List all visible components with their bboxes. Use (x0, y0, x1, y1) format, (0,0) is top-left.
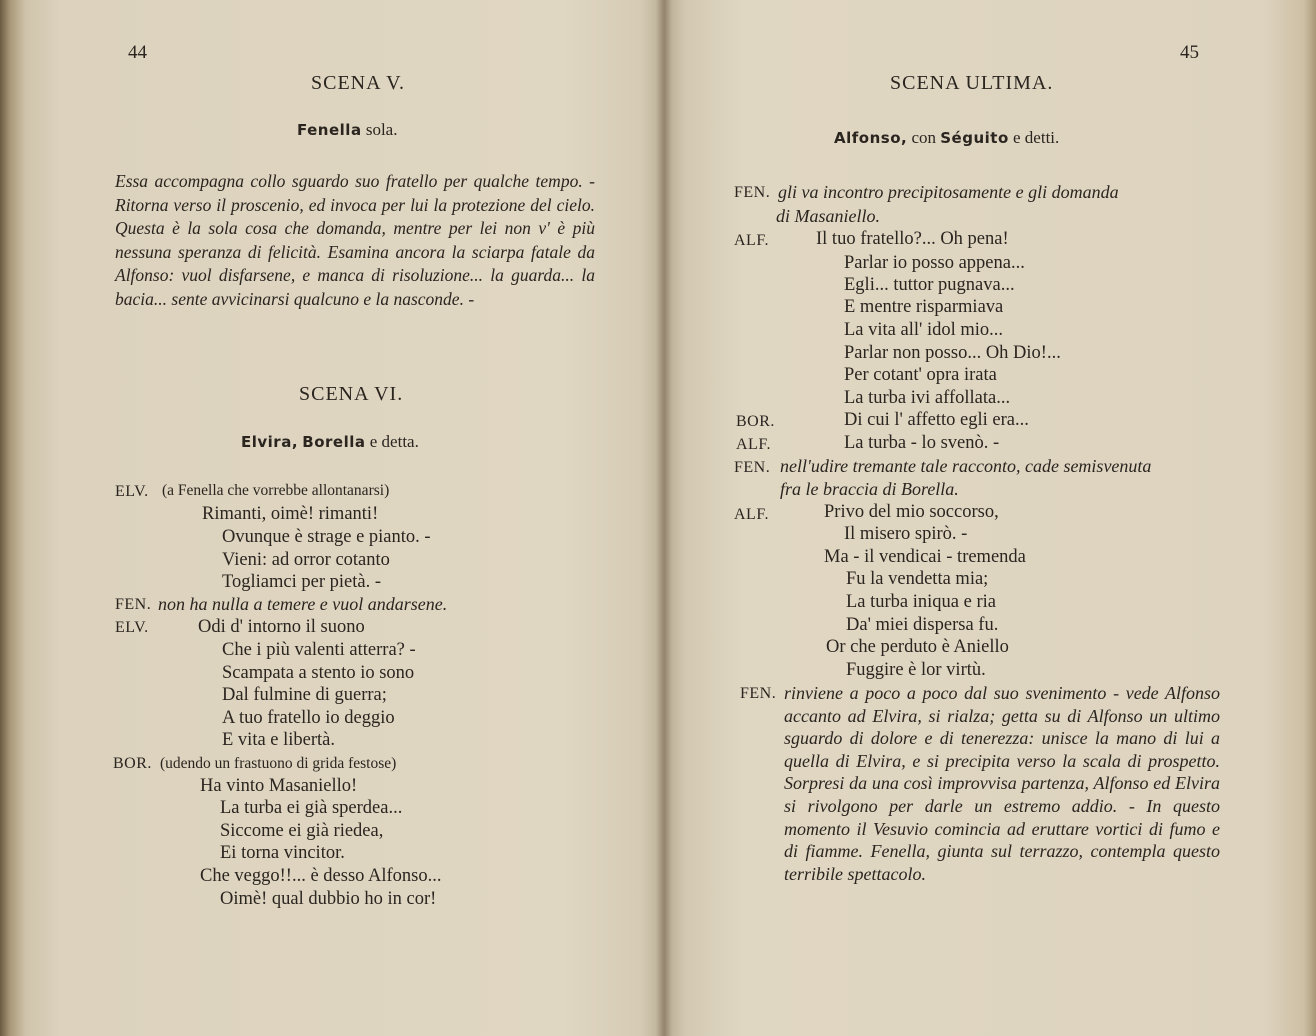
verse-line: La turba iniqua e ria (846, 592, 996, 612)
right-page (664, 0, 1316, 1036)
stage-note: fra le braccia di Borella. (780, 479, 959, 499)
verse-line: Il misero spirò. - (844, 524, 968, 544)
scene-characters (241, 432, 419, 452)
scene-title: SCENA V. (311, 72, 405, 94)
verse-line: Togliamci per pietà. - (222, 572, 381, 592)
speaker-label: ELV. (115, 483, 149, 500)
characters-note: sola. (361, 120, 398, 139)
stage-note: (a Fenella che vorrebbe allontanarsi) (162, 482, 390, 499)
verse-line: La turba ivi affollata... (844, 388, 1011, 408)
verse-line: Ei torna vincitor. (220, 843, 345, 863)
character-name: Elvira, (241, 433, 299, 451)
verse-line: Siccome ei già riedea, (220, 821, 384, 841)
verse-line: Fuggire è lor virtù. (846, 660, 986, 680)
verse-line: Oimè! qual dubbio ho in cor! (220, 889, 437, 909)
stage-note: non ha nulla a temere e vuol andarsene. (158, 594, 448, 614)
verse-line: Di cui l' affetto egli era... (844, 410, 1029, 430)
stage-direction: rinviene a poco a poco dal suo svenimento - vede Alfonso accanto ad Elvira, si rialza; getta su di Alfonso un ultimo sguardo di dolore e di tenerezza: unisce la mano di lui a quella di Elvira, e si precipita verso la scala di prospetto. Sorpresi da una così improvvisa partenza, Alfonso ed Elvira si rivolgono per darle un estremo addio. - In questo momento il Vesuvio comincia ad eruttare vortici di fumo e di fiamme. Fenella, giunta sul terrazzo, contempla questo terribile spettacolo. (784, 683, 1220, 884)
verse-line: Or che perduto è Aniello (826, 637, 1009, 657)
speaker-label: BOR. (736, 413, 775, 430)
verse-line: La turba - lo svenò. - (844, 433, 1000, 453)
speaker-label: ELV. (115, 619, 149, 636)
verse-line: Odi d' intorno il suono (198, 617, 365, 637)
characters-note: e detti. (1008, 128, 1060, 147)
verse-line: Rimanti, oimè! rimanti! (202, 504, 379, 524)
stage-note: di Masaniello. (776, 206, 880, 226)
speaker-label: ALF. (736, 436, 771, 453)
speaker-label: ALF. (734, 232, 769, 249)
verse-line: Che i più valenti atterra? - (222, 640, 416, 660)
scene-title: SCENA VI. (299, 383, 404, 405)
verse-line: A tuo fratello io deggio (222, 708, 395, 728)
verse-line: Che veggo!!... è desso Alfonso... (200, 866, 442, 886)
page-number: 44 (128, 42, 147, 63)
speaker-label: ALF. (734, 506, 769, 523)
character-name: Alfonso, (834, 129, 908, 147)
book-gutter (656, 0, 672, 1036)
speaker-label: FEN. (734, 459, 771, 476)
verse-line: Vieni: ad orror cotanto (222, 550, 390, 570)
verse-line: Scampata a stento io sono (222, 663, 415, 683)
scene-characters (297, 120, 397, 140)
scene-title: SCENA ULTIMA. (890, 72, 1054, 94)
character-name: Borella (302, 433, 366, 451)
verse-line: E mentre risparmiava (844, 297, 1004, 317)
verse-line: La vita all' idol mio... (844, 320, 1004, 340)
verse-line: La turba ei già sperdea... (220, 798, 403, 818)
verse-line: Egli... tuttor pugnava... (844, 275, 1015, 295)
verse-line: Da' miei dispersa fu. (846, 615, 999, 635)
verse-line: Per cotant' opra irata (844, 365, 997, 385)
verse-line: Privo del mio soccorso, (824, 502, 999, 522)
page-number: 45 (1180, 42, 1199, 63)
scene-characters (834, 128, 1059, 148)
verse-line: Parlar non posso... Oh Dio!... (844, 343, 1061, 363)
speaker-label: BOR. (113, 755, 152, 772)
verse-line: Fu la vendetta mia; (846, 569, 989, 589)
verse-line: Ha vinto Masaniello! (200, 776, 358, 796)
speaker-label: FEN. (740, 685, 777, 702)
stage-note: (udendo un frastuono di grida festose) (160, 755, 397, 772)
character-name: Fenella (297, 121, 362, 139)
characters-note: con (907, 128, 941, 147)
speaker-label: FEN. (115, 596, 152, 613)
stage-note: gli va incontro precipitosamente e gli domanda (778, 182, 1119, 202)
verse-line: Il tuo fratello?... Oh pena! (816, 229, 1009, 249)
speaker-label: FEN. (734, 184, 771, 201)
characters-note: e detta. (365, 432, 419, 451)
character-name: Séguito (940, 129, 1009, 147)
stage-note: nell'udire tremante tale racconto, cade semisvenuta (780, 456, 1152, 476)
verse-line: Parlar io posso appena... (844, 253, 1025, 273)
verse-line: E vita e libertà. (222, 730, 336, 750)
verse-line: Ma - il vendicai - tremenda (824, 547, 1026, 567)
verse-line: Dal fulmine di guerra; (222, 685, 387, 705)
verse-line: Ovunque è strage e pianto. - (222, 527, 431, 547)
stage-direction: Essa accompagna collo sguardo suo fratello per qualche tempo. - Ritorna verso il proscenio, ed invoca per lui la protezione del cielo. Questa è la sola cosa che domanda, mentre per lei non v' è più nessuna speranza di felicità. Esamina ancora la sciarpa fatale da Alfonso: vuol disfarsene, e manca di risoluzione... la guarda... la bacia... sente avvicinarsi qualcuno e la nasconde. - (115, 171, 595, 309)
